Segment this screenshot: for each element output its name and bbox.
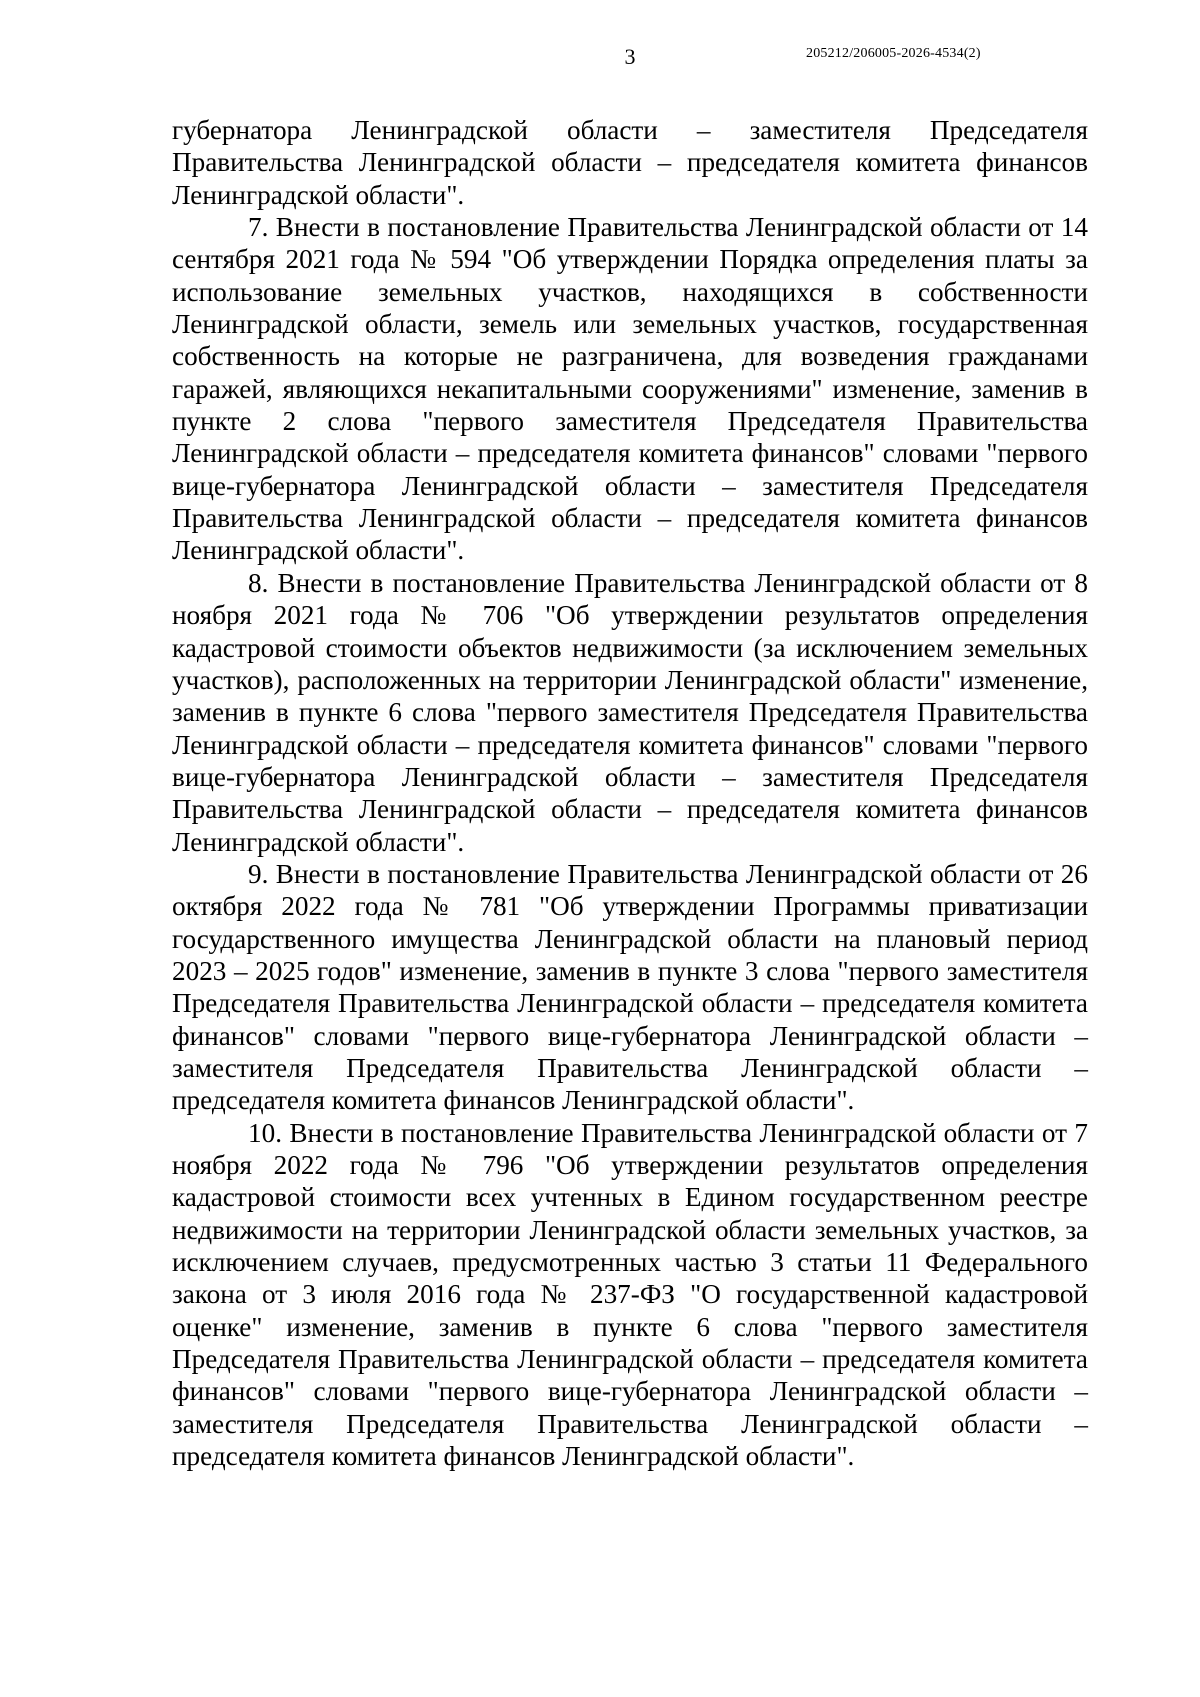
document-body (172, 114, 1088, 1472)
paragraph-item-9: 9. Внести в постановление Правительства Ленинградской области от 26 октября 2022 года № 781 "Об утверждении Программы приватизации государственного имущества Ленинградской области на плановый период 2023 – 2025 годов" изменение, заменив в пункте 3 слова "первого заместителя Председателя Правительства Ленинградской области – председателя комитета финансов" словами "первого вице-губернатора Ленинградской области – заместителя Председателя Правительства Ленинградской области – председателя комитета финансов Ленинградской области". (172, 858, 1088, 1116)
paragraph-continuation: губернатора Ленинградской области – заместителя Председателя Правительства Ленинградской области – председателя комитета финансов Ленинградской области". (172, 115, 1088, 210)
page-number: 3 (624, 44, 636, 69)
paragraph-item-10: 10. Внести в постановление Правительства Ленинградской области от 7 ноября 2022 года № 796 "Об утверждении результатов определения кадастровой стоимости всех учтенных в Едином государственном реестре недвижимости на территории Ленинградской области земельных участков, за исключением случаев, предусмотренных частью 3 статьи 11 Федерального закона от 3 июля 2016 года № 237-ФЗ "О государственной кадастровой оценке" изменение, заменив в пункте 6 слова "первого заместителя Председателя Правительства Ленинградской области – председателя комитета финансов" словами "первого вице-губернатора Ленинградской области – заместителя Председателя Правительства Ленинградской области – председателя комитета финансов Ленинградской области". (172, 1117, 1088, 1472)
paragraph-item-7: 7. Внести в постановление Правительства Ленинградской области от 14 сентября 2021 года № 594 "Об утверждении Порядка определения платы за использование земельных участков, находящихся в собственности Ленинградской области, земель или земельных участков, государственная собственность на которые не разграничена, для возведения гражданами гаражей, являющихся некапитальными сооружениями" изменение, заменив в пункте 2 слова "первого заместителя Председателя Правительства Ленинградской области – председателя комитета финансов" словами "первого вице-губернатора Ленинградской области – заместителя Председателя Правительства Ленинградской области – председателя комитета финансов Ленинградской области". (172, 212, 1088, 566)
paragraph-item-8: 8. Внести в постановление Правительства Ленинградской области от 8 ноября 2021 года № 706 "Об утверждении результатов определения кадастровой стоимости объектов недвижимости (за исключением земельных участков), расположенных на территории Ленинградской области" изменение, заменив в пункте 6 слова "первого заместителя Председателя Правительства Ленинградской области – председателя комитета финансов" словами "первого вице-губернатора Ленинградской области – заместителя Председателя Правительства Ленинградской области – председателя комитета финансов Ленинградской области". (172, 567, 1088, 857)
document-id: 205212/206005-2026-4534(2) (806, 46, 981, 61)
